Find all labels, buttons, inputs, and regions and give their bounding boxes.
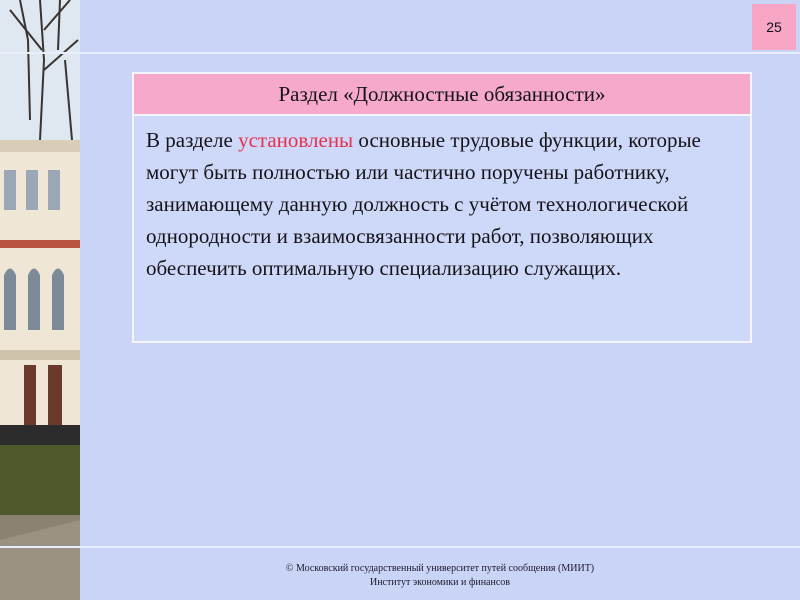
top-divider (0, 52, 800, 54)
bottom-divider (0, 546, 800, 548)
body-text-before: В разделе (146, 128, 239, 152)
card-title: Раздел «Должностные обязанности» (134, 74, 750, 116)
card-body-text (134, 116, 750, 284)
content-card (132, 72, 752, 343)
building-photo (0, 0, 80, 600)
page-number-badge: 25 (752, 4, 796, 50)
footer (80, 562, 800, 590)
body-text-accent: установлены (238, 128, 354, 152)
body-text-after: основные трудовые функции, которые могут быть полностью или частично поручены работнику, занимающему данную должность с учётом технологической однородности и взаимосвязанности работ, позволяющих обеспечить оптимальную специализацию служащих. (146, 128, 701, 280)
footer-line-1: © Московский государственный университет путей сообщения (МИИТ) (285, 563, 595, 574)
footer-line-2: Институт экономики и финансов (369, 577, 511, 588)
